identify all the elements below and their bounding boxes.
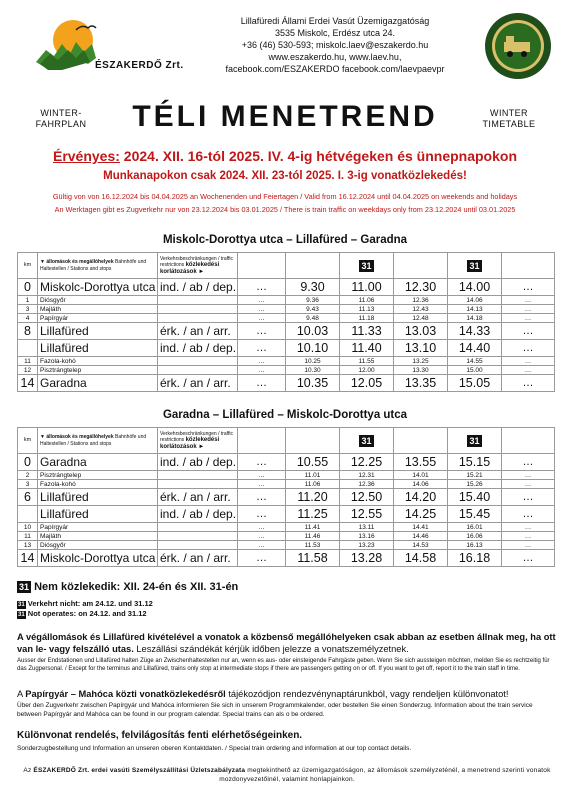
station-name: Fazola-kohó (38, 357, 158, 366)
km-cell: 4 (18, 314, 38, 323)
not-running-de-text: Verkehrt nicht: am 24.12. und 31.12 (27, 599, 153, 608)
time-cell: 11.06 (340, 296, 394, 305)
table-row (18, 366, 555, 375)
time-cell: 15.05 (448, 375, 502, 392)
arr-dep-label: ind. / ab / dep. (158, 279, 238, 296)
time-cell: … (502, 375, 555, 392)
stops-header-de-en: Bahnhöfe und Haltestellen / Stations and stops (40, 434, 147, 447)
arr-dep-label: érk. / an / arr. (158, 323, 238, 340)
time-cell: 16.18 (448, 550, 502, 567)
validity-label: Érvényes: (52, 148, 120, 164)
arr-dep-label (158, 532, 238, 541)
station-name: Majláth (38, 532, 158, 541)
not-running-en (17, 609, 147, 619)
time-cell: … (502, 305, 555, 314)
table-row (18, 480, 555, 489)
arr-dep-label: érk. / an / arr. (158, 550, 238, 567)
time-cell: 12.25 (340, 454, 394, 471)
km-cell: 12 (18, 366, 38, 375)
arr-dep-label: ind. / ab / dep. (158, 454, 238, 471)
time-cell: … (502, 314, 555, 323)
stops-header (38, 428, 158, 454)
footer-a: Az (23, 767, 34, 774)
km-cell (18, 340, 38, 357)
train-col-header (340, 253, 394, 279)
time-cell: … (502, 480, 555, 489)
timetable-1 (17, 252, 555, 392)
stops-notice-bold: A végállomások és Lillafüred kivételével a vonatok a közbenső megállóhelyeken csak abban az esetben állnak meg, ha ott van le- vagy felszálló utas. (17, 632, 556, 654)
time-cell: 14.20 (394, 489, 448, 506)
time-cell: 12.36 (340, 480, 394, 489)
time-cell: … (238, 532, 286, 541)
time-cell: 11.20 (286, 489, 340, 506)
papirgyar-notice (17, 688, 557, 700)
time-cell: … (502, 366, 555, 375)
timetable-2-title: Garadna – Lillafüred – Miskolc-Dorottya utca (162, 409, 408, 421)
time-cell: … (238, 480, 286, 489)
station-name: Lillafüred (38, 340, 158, 357)
time-cell: 14.53 (394, 541, 448, 550)
time-cell: 12.05 (340, 375, 394, 392)
train-col-header (340, 428, 394, 454)
table-row (18, 296, 555, 305)
logo-name: ÉSZAKERDŐ Zrt. (95, 60, 184, 71)
footer-b: ÉSZAKERDŐ Zrt. erdei vasúti Személyszállítási Üzletszabályzata (33, 767, 246, 774)
laev-seal-icon (484, 12, 552, 80)
restrictions-header (158, 428, 238, 454)
time-cell: 11.58 (286, 550, 340, 567)
km-cell: 6 (18, 489, 38, 506)
table-row (18, 454, 555, 471)
time-cell: 11.00 (340, 279, 394, 296)
km-header: km (18, 428, 38, 454)
km-cell: 1 (18, 296, 38, 305)
flag-31-badge: 31 (18, 612, 25, 618)
arr-dep-label: érk. / an / arr. (158, 489, 238, 506)
time-cell: 10.55 (286, 454, 340, 471)
km-cell: 2 (18, 471, 38, 480)
time-cell: 14.13 (448, 305, 502, 314)
time-cell: … (238, 550, 286, 567)
station-name: Diósgyőr (38, 296, 158, 305)
contact-line[interactable]: +36 (46) 530-593; miskolc.laev@eszakerdo.hu (241, 40, 429, 50)
flag-31-badge: 31 (18, 602, 25, 608)
train-col-header (502, 253, 555, 279)
time-cell: … (238, 323, 286, 340)
arr-dep-label (158, 296, 238, 305)
restrictions-header (158, 253, 238, 279)
train-col-header (394, 253, 448, 279)
time-cell: 9.43 (286, 305, 340, 314)
time-cell: … (502, 296, 555, 305)
time-cell: … (502, 357, 555, 366)
not-running-text: Nem közlekedik: XII. 24-én és XII. 31-én (34, 581, 239, 593)
time-cell: 14.33 (448, 323, 502, 340)
time-cell: 12.48 (394, 314, 448, 323)
time-cell: 10.35 (286, 375, 340, 392)
time-cell: 9.48 (286, 314, 340, 323)
station-name: Pisztrángtelep (38, 366, 158, 375)
time-cell: … (238, 357, 286, 366)
time-cell: 13.55 (394, 454, 448, 471)
page-header (0, 0, 570, 90)
not-running-en-text: Not operates: on 24.12. and 31.12 (27, 609, 147, 618)
time-cell: 12.31 (340, 471, 394, 480)
time-cell: 11.25 (286, 506, 340, 523)
km-cell: 8 (18, 323, 38, 340)
footer-note (17, 766, 557, 784)
workday-notice: Munkanapokon csak 2024. XII. 23-tól 2025. I. 3-ig vonatközlekedés! (103, 170, 467, 182)
time-cell: … (502, 541, 555, 550)
time-cell: 14.06 (394, 480, 448, 489)
leaf-logo-icon (18, 14, 198, 84)
time-cell: … (502, 340, 555, 357)
time-cell: 11.01 (286, 471, 340, 480)
time-cell: 13.23 (340, 541, 394, 550)
arr-dep-label (158, 366, 238, 375)
time-cell: 12.43 (394, 305, 448, 314)
flag-31-badge: 31 (361, 260, 372, 271)
train-col-header (448, 253, 502, 279)
train-col-header (448, 428, 502, 454)
time-cell: 12.55 (340, 506, 394, 523)
flag-31-badge: 31 (19, 582, 30, 592)
km-header: km (18, 253, 38, 279)
stops-notice-translation: Ausser der Endstationen und Lillafüred halten Züge an Zwischenhaltestellen nur an, wenn es aus- oder einsteigende Fahrgäste geben. Wenn Sie sich aussteigen möchten, melden Sie es rechtzeitig für das Zugpersonal. / Except for the terminus and Lillafüred, trains only stop at intermediate stops if there are passengers getting on or off. If you want to get off, report it to the train staff in time. (17, 658, 550, 672)
station-name: Lillafüred (38, 323, 158, 340)
table-row (18, 279, 555, 296)
validity-line (0, 148, 570, 164)
time-cell: … (238, 489, 286, 506)
stops-header-de-en: Bahnhöfe und Haltestellen / Stations and stops (40, 259, 147, 272)
validity-note: An Werktagen gibt es Zugverkehr nur von 23.12.2024 bis 03.01.2025 / There is train traffic on weekdays only from 23.12.2024 until 03.01.2025 (54, 205, 516, 214)
time-cell: … (502, 532, 555, 541)
validity-note: Gültig von von 16.12.2024 bis 04.04.2025 an Wochenenden und Feiertagen / Valid from 16.12.2024 until 04.04.2025 on weekends and holidays (52, 192, 518, 201)
table-row (18, 323, 555, 340)
time-cell: … (502, 506, 555, 523)
kozlekedesi-label: közlekedési korlátozások ► (160, 262, 220, 275)
station-name: Pisztrángtelep (38, 471, 158, 480)
km-cell: 0 (18, 279, 38, 296)
time-cell: … (502, 454, 555, 471)
time-cell: … (238, 454, 286, 471)
time-cell: … (238, 366, 286, 375)
flag-31-badge: 31 (361, 435, 372, 446)
page-title: TÉLI MENETREND (132, 100, 438, 133)
time-cell: 11.55 (340, 357, 394, 366)
time-cell: … (238, 296, 286, 305)
restrictions-label: Verkehrsbeschränkungen / traffic restrictions (160, 255, 234, 269)
arr-dep-label (158, 523, 238, 532)
time-cell: 15.45 (448, 506, 502, 523)
time-cell: 14.00 (448, 279, 502, 296)
time-cell: … (502, 489, 555, 506)
time-cell: … (238, 375, 286, 392)
time-cell: 10.03 (286, 323, 340, 340)
km-cell: 3 (18, 480, 38, 489)
time-cell: 14.41 (394, 523, 448, 532)
title-english (468, 108, 550, 130)
flag-31-badge: 31 (469, 260, 480, 271)
km-cell: 11 (18, 357, 38, 366)
title-german-line2: FAHRPLAN (35, 119, 87, 129)
contact-line: Lillafüredi Állami Erdei Vasút Üzemigazgatóság (240, 16, 430, 26)
station-name: Lillafüred (38, 489, 158, 506)
time-cell: 11.40 (340, 340, 394, 357)
stops-notice (17, 631, 557, 655)
time-cell: 13.35 (394, 375, 448, 392)
time-cell: 14.06 (448, 296, 502, 305)
time-cell: … (502, 523, 555, 532)
train-col-header (238, 428, 286, 454)
time-cell: 11.18 (340, 314, 394, 323)
time-cell: 11.13 (340, 305, 394, 314)
time-cell: 15.26 (448, 480, 502, 489)
time-cell: … (238, 541, 286, 550)
time-cell: 13.25 (394, 357, 448, 366)
papirgyar-rest: tájékozódjon rendezvénynaptárunkból, vagy rendeljen különvonatot! (225, 689, 509, 699)
contact-line[interactable]: www.eszakerdo.hu, www.laev.hu, (268, 52, 402, 62)
km-cell: 10 (18, 523, 38, 532)
time-cell: 16.06 (448, 532, 502, 541)
time-cell: 12.50 (340, 489, 394, 506)
station-name: Garadna (38, 454, 158, 471)
not-running-de (17, 599, 153, 609)
station-name: Fazola-kohó (38, 480, 158, 489)
time-cell: … (238, 506, 286, 523)
time-cell: 13.16 (340, 532, 394, 541)
time-cell: 16.01 (448, 523, 502, 532)
papirgyar-translation: Über den Zugverkehr zwischen Papírgyár und Mahóca informieren Sie sich in unserem Programmkalender, oder bestellen Sie einen Sonderzug. Information about the train service between Papírgyár and Mahóca can be found in our program calendar. Special trains can als o be ordered. (17, 702, 533, 718)
timetable-2 (17, 427, 555, 567)
time-cell: 14.40 (448, 340, 502, 357)
time-cell: … (502, 323, 555, 340)
time-cell: 14.18 (448, 314, 502, 323)
table-row (18, 489, 555, 506)
papirgyar-bold: Papírgyár – Mahóca közti vonatközlekedésről (25, 689, 226, 699)
time-cell: 9.36 (286, 296, 340, 305)
time-cell: 13.10 (394, 340, 448, 357)
not-running-notice (17, 581, 238, 593)
arr-dep-label: ind. / ab / dep. (158, 506, 238, 523)
table-row (18, 357, 555, 366)
time-cell: 14.25 (394, 506, 448, 523)
arr-dep-label (158, 305, 238, 314)
stops-header-hu: ▼ állomások és megállóhelyek (40, 434, 114, 440)
time-cell: 12.30 (394, 279, 448, 296)
time-cell: 13.11 (340, 523, 394, 532)
station-name: Miskolc-Dorottya utca (38, 279, 158, 296)
time-cell: 16.13 (448, 541, 502, 550)
time-cell: 11.41 (286, 523, 340, 532)
title-english-line1: WINTER (490, 108, 528, 118)
stops-notice-normal: Leszállási szándékát kérjük időben jelezze a vonatszemélyzetnek. (133, 644, 409, 654)
table-row (18, 532, 555, 541)
station-name: Miskolc-Dorottya utca (38, 550, 158, 567)
table-row (18, 471, 555, 480)
time-cell: 11.06 (286, 480, 340, 489)
train-col-header (286, 253, 340, 279)
contact-line[interactable]: facebook.com/ESZAKERDO facebook.com/laevpaevpr (225, 64, 445, 74)
time-cell: 10.10 (286, 340, 340, 357)
timetable-1-title: Miskolc-Dorottya utca – Lillafüred – Garadna (162, 234, 408, 246)
station-name: Papírgyár (38, 523, 158, 532)
time-cell: 13.28 (340, 550, 394, 567)
time-cell: 14.58 (394, 550, 448, 567)
km-cell: 0 (18, 454, 38, 471)
km-cell: 13 (18, 541, 38, 550)
km-cell: 11 (18, 532, 38, 541)
stops-header-hu: ▼ állomások és megállóhelyek (40, 259, 114, 265)
table-row (18, 523, 555, 532)
arr-dep-label (158, 480, 238, 489)
time-cell: … (238, 314, 286, 323)
time-cell: 15.00 (448, 366, 502, 375)
train-col-header (286, 428, 340, 454)
arr-dep-label: érk. / an / arr. (158, 375, 238, 392)
time-cell: 13.30 (394, 366, 448, 375)
title-german (20, 108, 102, 130)
station-name: Majláth (38, 305, 158, 314)
train-col-header (394, 428, 448, 454)
time-cell: 15.21 (448, 471, 502, 480)
eszakerdo-logo (18, 14, 198, 84)
kozlekedesi-label: közlekedési korlátozások ► (160, 437, 220, 450)
table-row (18, 305, 555, 314)
time-cell: 12.36 (394, 296, 448, 305)
station-name: Garadna (38, 375, 158, 392)
special-train-notice: Különvonat rendelés, felvilágosítás fenti elérhetőségeinken. (17, 730, 303, 741)
time-cell: 11.46 (286, 532, 340, 541)
time-cell: 11.33 (340, 323, 394, 340)
km-cell: 3 (18, 305, 38, 314)
title-row (0, 100, 570, 148)
time-cell: … (238, 523, 286, 532)
contact-line: 3535 Miskolc, Erdész utca 24. (274, 28, 396, 38)
contact-block (200, 15, 470, 75)
time-cell: 12.00 (340, 366, 394, 375)
train-col-header (502, 428, 555, 454)
time-cell: 10.30 (286, 366, 340, 375)
table-row (18, 314, 555, 323)
flag-31-badge: 31 (469, 435, 480, 446)
arr-dep-label: ind. / ab / dep. (158, 340, 238, 357)
time-cell: … (238, 471, 286, 480)
arr-dep-label (158, 541, 238, 550)
time-cell: … (502, 471, 555, 480)
time-cell: … (238, 279, 286, 296)
title-english-line2: TIMETABLE (482, 119, 536, 129)
papirgyar-prefix: A (17, 689, 26, 699)
time-cell: 15.15 (448, 454, 502, 471)
arr-dep-label (158, 357, 238, 366)
station-name: Papírgyár (38, 314, 158, 323)
table-row (18, 340, 555, 357)
table-row (18, 375, 555, 392)
time-cell: 10.25 (286, 357, 340, 366)
table-row (18, 506, 555, 523)
time-cell: … (238, 305, 286, 314)
train-col-header (238, 253, 286, 279)
time-cell: … (238, 340, 286, 357)
time-cell: 14.46 (394, 532, 448, 541)
station-name: Diósgyőr (38, 541, 158, 550)
km-cell: 14 (18, 550, 38, 567)
arr-dep-label (158, 314, 238, 323)
time-cell: 14.01 (394, 471, 448, 480)
table-header-row (18, 253, 555, 279)
title-german-line1: WINTER- (40, 108, 82, 118)
time-cell: 11.53 (286, 541, 340, 550)
restrictions-label: Verkehrsbeschränkungen / traffic restrictions (160, 430, 234, 444)
table-header-row (18, 428, 555, 454)
footer-c: megtekinthető az üzemigazgatóságon, az állomások személyzeténél, a menetrend szerinti vonatok mozdonyvezetőinél, valamint honlapjainkon. (219, 767, 551, 783)
table-row (18, 541, 555, 550)
time-cell: … (502, 279, 555, 296)
station-name: Lillafüred (38, 506, 158, 523)
table-row (18, 550, 555, 567)
time-cell: … (502, 550, 555, 567)
stops-header (38, 253, 158, 279)
validity-text: 2024. XII. 16-tól 2025. IV. 4-ig hétvégeken és ünnepnapokon (119, 148, 517, 164)
time-cell: 9.30 (286, 279, 340, 296)
special-train-translation: Sonderzugbestellung und Information an unseren oberen Kontaktdaten. / Special train ordering and information at our top contact details. (17, 745, 412, 752)
time-cell: 13.03 (394, 323, 448, 340)
arr-dep-label (158, 471, 238, 480)
time-cell: 15.40 (448, 489, 502, 506)
time-cell: 14.55 (448, 357, 502, 366)
km-cell (18, 506, 38, 523)
km-cell: 14 (18, 375, 38, 392)
